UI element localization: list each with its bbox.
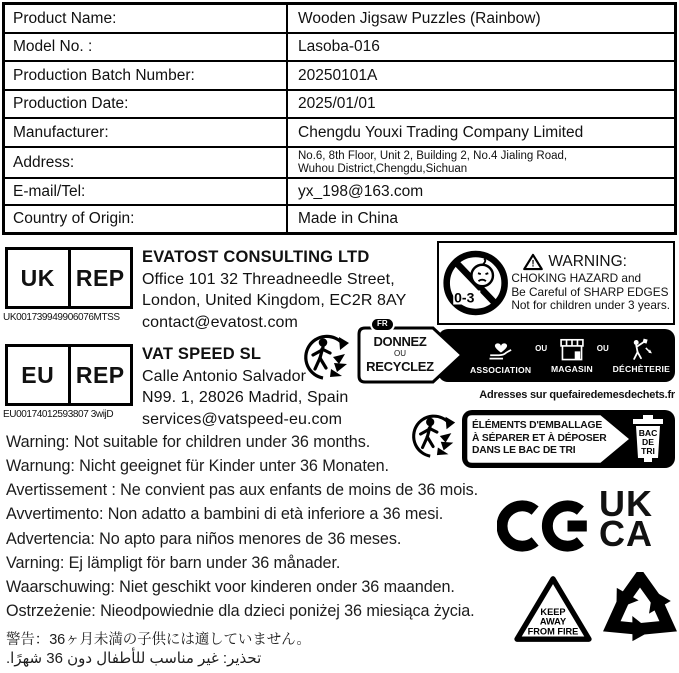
uk-rep-company-name: EVATOST CONSULTING LTD: [142, 248, 370, 266]
spec-label: Country of Origin:: [5, 204, 286, 232]
eu-rep-company-name: VAT SPEED SL: [142, 345, 262, 363]
give-text: [360, 335, 440, 373]
warning-line: Avvertimento: Non adatto a bambini di età inferiore a 36 mesi.: [6, 505, 444, 523]
spec-value: Chengdu Youxi Trading Company Limited: [286, 117, 674, 146]
spec-value: yx_198@163.com: [286, 177, 674, 204]
warning-line: Warning: Not suitable for children under 36 months.: [6, 433, 371, 451]
uk-rep-code: UK001739949906076MTSS: [3, 312, 120, 323]
choking-line: Not for children under 3 years.: [511, 298, 670, 313]
packaging-line: À SÉPARER ET À DÉPOSER: [472, 432, 607, 444]
address-line-2: Wuhou District,Chengdu,Sichuan: [298, 162, 468, 175]
warning-line: Ostrzeżenie: Nieodpowiednie dla dzieci poniżej 36 miesiąca życia.: [6, 602, 475, 620]
recycle-addresses-note: Adresses sur quefairedemesdechets.fr: [479, 389, 675, 401]
eu-rep-code: EU00174012593807 3wijD: [3, 409, 114, 420]
spec-value: 20250101A: [286, 60, 674, 89]
spec-value: 2025/01/01: [286, 89, 674, 117]
spec-label: Address:: [5, 146, 286, 177]
warning-line: Waarschuwing: Niet geschikt voor kinderen onder 36 maanden.: [6, 578, 455, 596]
spec-value: Made in China: [286, 204, 674, 232]
uk-rep-address-block: [142, 247, 452, 333]
option-association: ASSOCIATION: [470, 337, 531, 375]
warning-line: Varning: Ej lämpligt för barn under 36 månader.: [6, 554, 341, 572]
svg-text:0-3: 0-3: [454, 289, 475, 306]
waste-drop-off-icon: [627, 337, 655, 363]
spec-table: [2, 2, 677, 235]
spec-label: Manufacturer:: [5, 117, 286, 146]
keep-away-from-fire-icon: [512, 574, 594, 644]
spec-label: E-mail/Tel:: [5, 177, 286, 204]
warning-line-japanese: 警告：36ヶ月未満の子供には適していません。: [6, 632, 311, 648]
svg-text:TRI: TRI: [641, 446, 655, 456]
svg-text:AWAY: AWAY: [539, 616, 567, 627]
recycle-symbol-icon: [602, 572, 678, 648]
uk-rep-address-line: London, United Kingdom, EC2R 8AY: [142, 292, 407, 309]
store-icon: [557, 337, 587, 363]
warning-line: Warnung: Nicht geeignet für Kinder unter 36 Monaten.: [6, 457, 389, 475]
uk-rep-box: [5, 247, 133, 309]
spec-value: Wooden Jigsaw Puzzles (Rainbow): [286, 5, 674, 32]
svg-text:BAC: BAC: [638, 428, 658, 438]
svg-text:FROM FIRE: FROM FIRE: [527, 626, 579, 637]
heart-in-hand-icon: [486, 337, 516, 364]
svg-text:!: !: [531, 258, 535, 269]
option-magasin: MAGASIN: [551, 337, 593, 374]
choking-warning-box: [437, 241, 675, 325]
packaging-sorting-text: [472, 420, 607, 458]
uk-rep-right-label: REP: [75, 264, 125, 291]
ce-mark-icon: [497, 494, 591, 558]
eu-rep-address-line: N99. 1, 28026 Madrid, Spain: [142, 389, 349, 406]
recycle-options: [470, 333, 670, 378]
packaging-line: DANS LE BAC DE TRI: [472, 445, 576, 457]
eu-rep-address-line: Calle Antonio Salvador: [142, 367, 307, 385]
spec-value: Lasoba-016: [286, 32, 674, 60]
warning-triangle-icon: [523, 253, 543, 271]
spec-label: Model No. :: [5, 32, 286, 60]
svg-text:DE: DE: [642, 437, 654, 447]
give-line: DONNEZ: [373, 334, 427, 349]
uk-rep-email: contact@evatost.com: [142, 313, 298, 331]
ukca-line: CA: [599, 513, 653, 554]
spec-label: Production Date:: [5, 89, 286, 117]
or-separator: OU: [535, 344, 548, 353]
choking-line: CHOKING HAZARD and: [511, 270, 642, 285]
eu-rep-email: services@vatspeed-eu.com: [142, 410, 343, 428]
spec-label: Production Batch Number:: [5, 60, 286, 89]
warning-line: Avertissement : Ne convient pas aux enfants de moins de 36 mois.: [6, 481, 478, 499]
packaging-sorting-banner: [462, 410, 675, 468]
eu-rep-left-label: EU: [8, 347, 71, 403]
give-line: OU: [394, 349, 406, 358]
choking-line: Be Careful of SHARP EDGES: [511, 284, 669, 299]
ukca-line: UK: [599, 483, 653, 524]
give-line: RECYCLEZ: [366, 359, 434, 374]
recycling-bin-icon: [630, 414, 666, 464]
warning-title: WARNING:: [548, 252, 627, 270]
eu-rep-right-label: REP: [75, 361, 125, 388]
packaging-line: ÉLÉMENTS D'EMBALLAGE: [472, 420, 603, 431]
spec-value-address: [286, 146, 674, 177]
svg-text:KEEP: KEEP: [540, 606, 566, 617]
warning-line-arabic: تحذير: غير مناسب للأطفال دون 36 شهرًا.: [6, 650, 262, 667]
address-line-1: No.6, 8th Floor, Unit 2, Building 2, No.4 Jialing Road,: [298, 149, 568, 162]
spec-label: Product Name:: [13, 9, 117, 27]
age-0-3-prohibition-icon: [442, 248, 509, 318]
uk-rep-address-line: Office 101 32 Threadneedle Street,: [142, 270, 395, 288]
uk-rep-left-label: UK: [8, 250, 71, 306]
donate-or-recycle-banner: [354, 319, 675, 386]
eu-rep-box: [5, 344, 133, 406]
choking-warning-text: [511, 253, 670, 313]
triman-recycling-icon: [411, 411, 459, 459]
triman-recycling-icon: [303, 331, 353, 381]
option-dechetterie: DÉCHÈTERIE: [613, 337, 670, 374]
warning-line: Advertencia: No apto para niños menores de 36 meses.: [6, 530, 402, 548]
fr-badge: FR: [370, 317, 395, 332]
or-separator: OU: [596, 344, 609, 353]
ukca-mark: [599, 483, 653, 554]
